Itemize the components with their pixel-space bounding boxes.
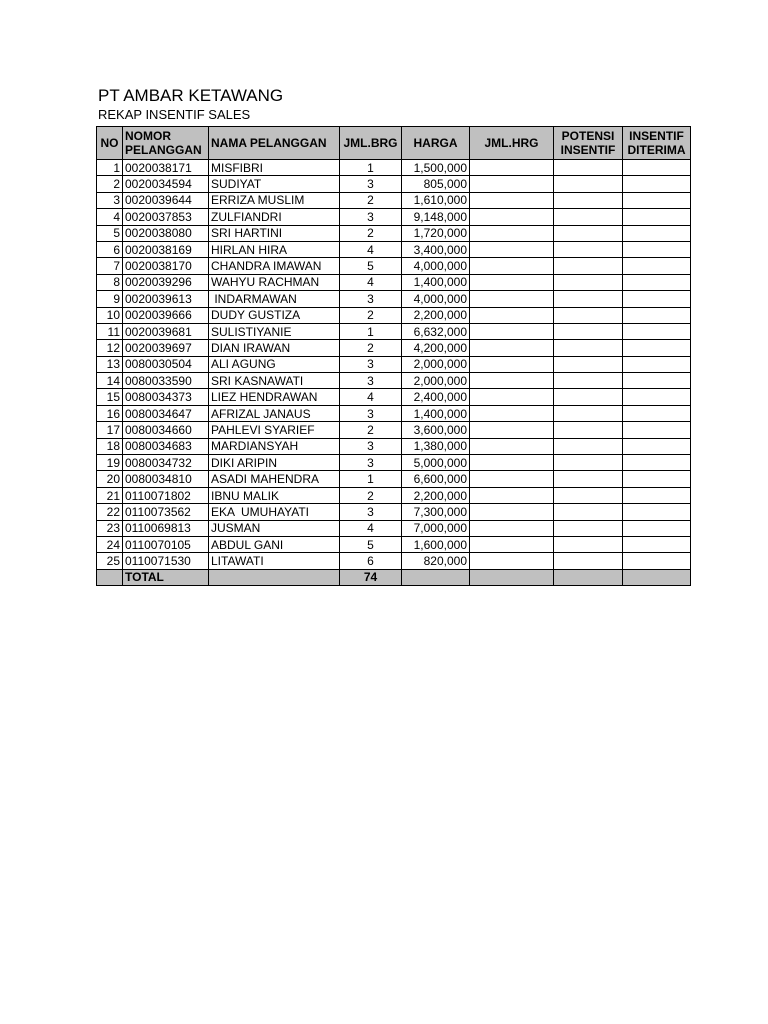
- cell-jml-hrg: [470, 241, 554, 257]
- cell-jml-hrg: [470, 356, 554, 372]
- cell-nama-pelanggan: CHANDRA IMAWAN: [209, 258, 340, 274]
- cell-nama-pelanggan: DIKI ARIPIN: [209, 455, 340, 471]
- company-title: PT AMBAR KETAWANG: [98, 86, 284, 105]
- cell-insentif-diterima: [623, 176, 691, 192]
- cell-jml-hrg: [470, 438, 554, 454]
- table-row: [97, 241, 691, 257]
- cell-no: 17: [97, 422, 123, 438]
- cell-nomor-pelanggan: 0020039681: [123, 323, 209, 339]
- cell-insentif-diterima: [623, 471, 691, 487]
- cell-harga: 805,000: [402, 176, 470, 192]
- cell-insentif-diterima: [623, 504, 691, 520]
- cell-no: 9: [97, 291, 123, 307]
- cell-nama-pelanggan: AFRIZAL JANAUS: [209, 405, 340, 421]
- cell-nama-pelanggan: INDARMAWAN: [209, 291, 340, 307]
- cell-no: 21: [97, 487, 123, 503]
- cell-no: 16: [97, 405, 123, 421]
- table-row: [97, 487, 691, 503]
- cell-nama-pelanggan: ZULFIANDRI: [209, 209, 340, 225]
- cell-no: 6: [97, 241, 123, 257]
- cell-nama-pelanggan: HIRLAN HIRA: [209, 241, 340, 257]
- table-row: [97, 471, 691, 487]
- cell-nama-pelanggan: ASADI MAHENDRA: [209, 471, 340, 487]
- cell-harga: 1,380,000: [402, 438, 470, 454]
- table-row: [97, 405, 691, 421]
- cell-nama-pelanggan: LIEZ HENDRAWAN: [209, 389, 340, 405]
- cell-jml-brg: 3: [340, 209, 402, 225]
- header-nomor-line1: NOMOR: [125, 129, 171, 143]
- cell-no: 15: [97, 389, 123, 405]
- cell-jml-hrg: [470, 455, 554, 471]
- cell-no: 3: [97, 192, 123, 208]
- cell-harga: 6,632,000: [402, 323, 470, 339]
- cell-harga: 5,000,000: [402, 455, 470, 471]
- cell-potensi-insentif: [554, 536, 623, 552]
- cell-nama-pelanggan: ABDUL GANI: [209, 536, 340, 552]
- cell-nomor-pelanggan: 0080030504: [123, 356, 209, 372]
- cell-nomor-pelanggan: 0080034373: [123, 389, 209, 405]
- cell-nomor-pelanggan: 0080033590: [123, 373, 209, 389]
- total-no-cell: [97, 569, 123, 585]
- cell-jml-brg: 4: [340, 241, 402, 257]
- cell-nomor-pelanggan: 0110073562: [123, 504, 209, 520]
- cell-insentif-diterima: [623, 323, 691, 339]
- header-row: [97, 127, 691, 160]
- cell-nama-pelanggan: WAHYU RACHMAN: [209, 274, 340, 290]
- total-potensi-cell: [554, 569, 623, 585]
- cell-no: 4: [97, 209, 123, 225]
- cell-harga: 1,720,000: [402, 225, 470, 241]
- cell-nama-pelanggan: IBNU MALIK: [209, 487, 340, 503]
- cell-nomor-pelanggan: 0020038170: [123, 258, 209, 274]
- table-row: [97, 422, 691, 438]
- cell-potensi-insentif: [554, 258, 623, 274]
- cell-jml-brg: 6: [340, 553, 402, 569]
- header-jml-brg: JML.BRG: [340, 127, 402, 160]
- cell-jml-hrg: [470, 536, 554, 552]
- cell-no: 11: [97, 323, 123, 339]
- cell-insentif-diterima: [623, 405, 691, 421]
- cell-nomor-pelanggan: 0020039613: [123, 291, 209, 307]
- cell-no: 5: [97, 225, 123, 241]
- cell-potensi-insentif: [554, 471, 623, 487]
- header-potensi-insentif: [554, 127, 623, 160]
- cell-nomor-pelanggan: 0080034647: [123, 405, 209, 421]
- table-row: [97, 160, 691, 176]
- cell-harga: 6,600,000: [402, 471, 470, 487]
- cell-no: 8: [97, 274, 123, 290]
- cell-jml-hrg: [470, 307, 554, 323]
- cell-insentif-diterima: [623, 241, 691, 257]
- cell-nama-pelanggan: DIAN IRAWAN: [209, 340, 340, 356]
- cell-nama-pelanggan: JUSMAN: [209, 520, 340, 536]
- cell-nomor-pelanggan: 0020034594: [123, 176, 209, 192]
- total-harga-cell: [402, 569, 470, 585]
- cell-harga: 1,600,000: [402, 536, 470, 552]
- cell-potensi-insentif: [554, 455, 623, 471]
- cell-jml-hrg: [470, 553, 554, 569]
- cell-jml-brg: 3: [340, 405, 402, 421]
- cell-no: 12: [97, 340, 123, 356]
- cell-jml-brg: 3: [340, 455, 402, 471]
- total-label: TOTAL: [123, 569, 209, 585]
- total-nama-cell: [209, 569, 340, 585]
- cell-harga: 3,400,000: [402, 241, 470, 257]
- cell-insentif-diterima: [623, 160, 691, 176]
- cell-jml-hrg: [470, 274, 554, 290]
- table-row: [97, 274, 691, 290]
- cell-jml-brg: 3: [340, 373, 402, 389]
- cell-insentif-diterima: [623, 274, 691, 290]
- cell-insentif-diterima: [623, 192, 691, 208]
- cell-no: 1: [97, 160, 123, 176]
- cell-potensi-insentif: [554, 340, 623, 356]
- header-nomor-line2: PELANGGAN: [125, 143, 202, 157]
- table-row: [97, 176, 691, 192]
- cell-nomor-pelanggan: 0110071802: [123, 487, 209, 503]
- cell-insentif-diterima: [623, 258, 691, 274]
- cell-jml-brg: 3: [340, 176, 402, 192]
- table-row: [97, 307, 691, 323]
- cell-nama-pelanggan: MARDIANSYAH: [209, 438, 340, 454]
- cell-nomor-pelanggan: 0110069813: [123, 520, 209, 536]
- cell-no: 2: [97, 176, 123, 192]
- cell-harga: 2,000,000: [402, 356, 470, 372]
- cell-insentif-diterima: [623, 373, 691, 389]
- table-body: [97, 160, 691, 570]
- cell-potensi-insentif: [554, 209, 623, 225]
- cell-nomor-pelanggan: 0110070105: [123, 536, 209, 552]
- cell-jml-hrg: [470, 340, 554, 356]
- header-no: NO: [97, 127, 123, 160]
- cell-potensi-insentif: [554, 504, 623, 520]
- total-jml-brg: 74: [340, 569, 402, 585]
- total-jml-hrg-cell: [470, 569, 554, 585]
- cell-jml-brg: 1: [340, 471, 402, 487]
- cell-nama-pelanggan: DUDY GUSTIZA: [209, 307, 340, 323]
- cell-nomor-pelanggan: 0110071530: [123, 553, 209, 569]
- cell-potensi-insentif: [554, 291, 623, 307]
- cell-harga: 7,300,000: [402, 504, 470, 520]
- table-row: [97, 209, 691, 225]
- header-insentif-diterima: [623, 127, 691, 160]
- cell-jml-hrg: [470, 323, 554, 339]
- table-row: [97, 225, 691, 241]
- table-row: [97, 258, 691, 274]
- table-row: [97, 504, 691, 520]
- cell-potensi-insentif: [554, 438, 623, 454]
- total-insentif-cell: [623, 569, 691, 585]
- table-row: [97, 536, 691, 552]
- cell-nomor-pelanggan: 0020039296: [123, 274, 209, 290]
- header-potensi-line2: INSENTIF: [560, 143, 616, 157]
- cell-jml-brg: 2: [340, 307, 402, 323]
- cell-nama-pelanggan: LITAWATI: [209, 553, 340, 569]
- cell-insentif-diterima: [623, 389, 691, 405]
- cell-nama-pelanggan: ALI AGUNG: [209, 356, 340, 372]
- cell-potensi-insentif: [554, 241, 623, 257]
- cell-harga: 1,500,000: [402, 160, 470, 176]
- cell-no: 24: [97, 536, 123, 552]
- cell-jml-hrg: [470, 422, 554, 438]
- cell-harga: 2,400,000: [402, 389, 470, 405]
- cell-potensi-insentif: [554, 422, 623, 438]
- cell-harga: 1,610,000: [402, 192, 470, 208]
- cell-insentif-diterima: [623, 209, 691, 225]
- cell-nama-pelanggan: SRI HARTINI: [209, 225, 340, 241]
- cell-no: 7: [97, 258, 123, 274]
- cell-no: 19: [97, 455, 123, 471]
- cell-harga: 4,000,000: [402, 258, 470, 274]
- cell-jml-brg: 5: [340, 536, 402, 552]
- cell-jml-hrg: [470, 520, 554, 536]
- cell-potensi-insentif: [554, 405, 623, 421]
- cell-jml-hrg: [470, 176, 554, 192]
- cell-jml-hrg: [470, 504, 554, 520]
- cell-jml-hrg: [470, 209, 554, 225]
- cell-nomor-pelanggan: 0020039666: [123, 307, 209, 323]
- cell-insentif-diterima: [623, 340, 691, 356]
- cell-jml-hrg: [470, 487, 554, 503]
- cell-insentif-diterima: [623, 225, 691, 241]
- cell-insentif-diterima: [623, 520, 691, 536]
- table-row: [97, 192, 691, 208]
- header-nama-pelanggan: NAMA PELANGGAN: [209, 127, 340, 160]
- cell-potensi-insentif: [554, 274, 623, 290]
- cell-jml-hrg: [470, 405, 554, 421]
- cell-jml-hrg: [470, 225, 554, 241]
- total-row: [97, 569, 691, 585]
- cell-insentif-diterima: [623, 422, 691, 438]
- cell-nomor-pelanggan: 0080034732: [123, 455, 209, 471]
- cell-harga: 4,200,000: [402, 340, 470, 356]
- header-nomor-pelanggan: [123, 127, 209, 160]
- cell-jml-brg: 2: [340, 422, 402, 438]
- cell-jml-brg: 2: [340, 340, 402, 356]
- table-row: [97, 340, 691, 356]
- table-row: [97, 438, 691, 454]
- cell-jml-brg: 2: [340, 487, 402, 503]
- cell-potensi-insentif: [554, 553, 623, 569]
- table-row: [97, 389, 691, 405]
- cell-no: 13: [97, 356, 123, 372]
- cell-nomor-pelanggan: 0020037853: [123, 209, 209, 225]
- header-insentif-line1: INSENTIF: [629, 129, 684, 143]
- cell-no: 25: [97, 553, 123, 569]
- cell-nama-pelanggan: PAHLEVI SYARIEF: [209, 422, 340, 438]
- cell-insentif-diterima: [623, 487, 691, 503]
- cell-jml-brg: 4: [340, 389, 402, 405]
- cell-jml-brg: 4: [340, 520, 402, 536]
- cell-jml-hrg: [470, 258, 554, 274]
- table-row: [97, 520, 691, 536]
- cell-harga: 1,400,000: [402, 405, 470, 421]
- cell-harga: 3,600,000: [402, 422, 470, 438]
- cell-potensi-insentif: [554, 520, 623, 536]
- table-row: [97, 356, 691, 372]
- table-row: [97, 323, 691, 339]
- cell-insentif-diterima: [623, 536, 691, 552]
- report-subtitle: REKAP INSENTIF SALES: [98, 107, 251, 122]
- cell-jml-brg: 1: [340, 323, 402, 339]
- cell-nomor-pelanggan: 0020038171: [123, 160, 209, 176]
- cell-potensi-insentif: [554, 487, 623, 503]
- header-insentif-line2: DITERIMA: [627, 143, 686, 157]
- cell-harga: 4,000,000: [402, 291, 470, 307]
- cell-nama-pelanggan: MISFIBRI: [209, 160, 340, 176]
- cell-nomor-pelanggan: 0020039644: [123, 192, 209, 208]
- cell-harga: 9,148,000: [402, 209, 470, 225]
- cell-nomor-pelanggan: 0080034660: [123, 422, 209, 438]
- cell-potensi-insentif: [554, 389, 623, 405]
- cell-harga: 1,400,000: [402, 274, 470, 290]
- table-row: [97, 291, 691, 307]
- cell-potensi-insentif: [554, 373, 623, 389]
- cell-no: 10: [97, 307, 123, 323]
- cell-jml-brg: 3: [340, 438, 402, 454]
- table-row: [97, 373, 691, 389]
- cell-jml-brg: 3: [340, 291, 402, 307]
- cell-jml-hrg: [470, 471, 554, 487]
- cell-harga: 2,200,000: [402, 307, 470, 323]
- cell-jml-hrg: [470, 291, 554, 307]
- cell-nama-pelanggan: SUDIYAT: [209, 176, 340, 192]
- cell-harga: 820,000: [402, 553, 470, 569]
- cell-harga: 2,200,000: [402, 487, 470, 503]
- cell-nomor-pelanggan: 0020038169: [123, 241, 209, 257]
- cell-jml-brg: 2: [340, 192, 402, 208]
- cell-nomor-pelanggan: 0020038080: [123, 225, 209, 241]
- cell-insentif-diterima: [623, 553, 691, 569]
- cell-potensi-insentif: [554, 356, 623, 372]
- cell-jml-brg: 3: [340, 504, 402, 520]
- cell-nomor-pelanggan: 0020039697: [123, 340, 209, 356]
- cell-insentif-diterima: [623, 307, 691, 323]
- incentive-table: [96, 126, 691, 586]
- cell-no: 14: [97, 373, 123, 389]
- cell-jml-brg: 4: [340, 274, 402, 290]
- cell-potensi-insentif: [554, 192, 623, 208]
- cell-no: 23: [97, 520, 123, 536]
- cell-nomor-pelanggan: 0080034683: [123, 438, 209, 454]
- cell-jml-brg: 3: [340, 356, 402, 372]
- cell-nomor-pelanggan: 0080034810: [123, 471, 209, 487]
- cell-jml-brg: 1: [340, 160, 402, 176]
- cell-jml-hrg: [470, 192, 554, 208]
- cell-potensi-insentif: [554, 225, 623, 241]
- cell-nama-pelanggan: SRI KASNAWATI: [209, 373, 340, 389]
- cell-harga: 7,000,000: [402, 520, 470, 536]
- cell-potensi-insentif: [554, 307, 623, 323]
- table-row: [97, 455, 691, 471]
- cell-insentif-diterima: [623, 455, 691, 471]
- cell-jml-hrg: [470, 373, 554, 389]
- cell-no: 20: [97, 471, 123, 487]
- cell-potensi-insentif: [554, 160, 623, 176]
- cell-potensi-insentif: [554, 323, 623, 339]
- cell-jml-brg: 5: [340, 258, 402, 274]
- cell-harga: 2,000,000: [402, 373, 470, 389]
- cell-insentif-diterima: [623, 438, 691, 454]
- cell-nama-pelanggan: EKA UMUHAYATI: [209, 504, 340, 520]
- cell-nama-pelanggan: ERRIZA MUSLIM: [209, 192, 340, 208]
- cell-jml-hrg: [470, 160, 554, 176]
- cell-jml-brg: 2: [340, 225, 402, 241]
- cell-no: 18: [97, 438, 123, 454]
- table-row: [97, 553, 691, 569]
- cell-no: 22: [97, 504, 123, 520]
- cell-insentif-diterima: [623, 291, 691, 307]
- cell-insentif-diterima: [623, 356, 691, 372]
- cell-jml-hrg: [470, 389, 554, 405]
- cell-nama-pelanggan: SULISTIYANIE: [209, 323, 340, 339]
- cell-potensi-insentif: [554, 176, 623, 192]
- header-jml-hrg: JML.HRG: [470, 127, 554, 160]
- header-harga: HARGA: [402, 127, 470, 160]
- header-potensi-line1: POTENSI: [561, 129, 615, 143]
